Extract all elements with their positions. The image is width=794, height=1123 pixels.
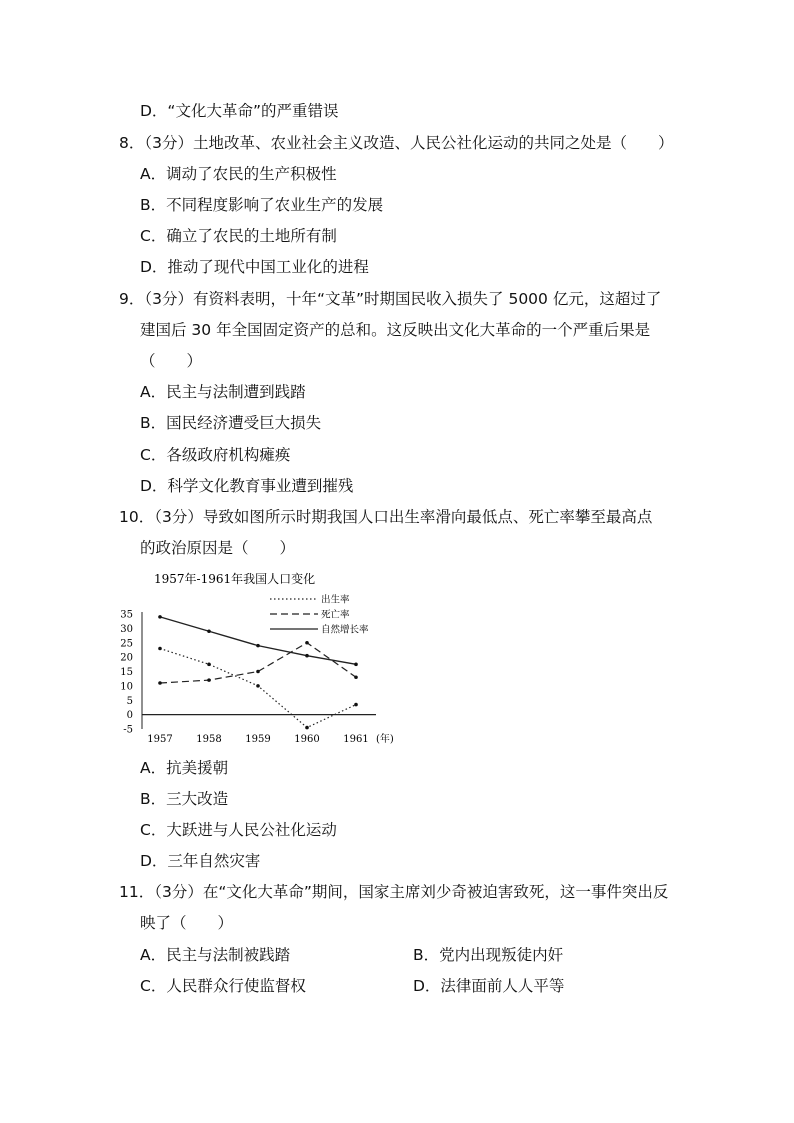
series-line: [160, 643, 356, 683]
q11-stem-line2: 映了（ ）: [140, 914, 234, 932]
data-point: [207, 663, 211, 667]
y-tick-label: 30: [120, 623, 133, 635]
data-point: [354, 663, 358, 667]
q8-option-a: A．调动了农民的生产积极性: [140, 165, 337, 183]
y-tick-label: 0: [126, 710, 133, 722]
y-tick-label: 5: [126, 695, 133, 707]
y-tick-label: 35: [120, 609, 133, 621]
y-tick-label: 25: [120, 638, 133, 650]
x-tick-label: 1960: [294, 734, 320, 745]
data-point: [354, 703, 358, 707]
x-tick-label: 1961: [343, 734, 369, 745]
q11-option-d: D．法律面前人人平等: [413, 977, 565, 995]
data-point: [207, 629, 211, 633]
y-tick-label: -5: [123, 724, 133, 736]
q11-option-a: A．民主与法制被践踏: [140, 946, 291, 964]
q10-stem-line1: 10．（3分）导致如图所示时期我国人口出生率滑向最低点、死亡率攀至最高点: [119, 508, 653, 526]
data-point: [256, 684, 260, 688]
data-point: [256, 670, 260, 674]
chart-title: 1957年-1961年我国人口变化: [154, 572, 316, 586]
legend-label: 出生率: [321, 594, 350, 606]
data-point: [305, 654, 309, 658]
q10-stem-line2: 的政治原因是（ ）: [140, 539, 296, 557]
q8-option-d: D．推动了现代中国工业化的进程: [140, 258, 369, 276]
data-point: [158, 681, 162, 685]
q11-option-b: B．党内出现叛徒内奸: [413, 946, 564, 964]
data-point: [256, 644, 260, 648]
data-point: [158, 615, 162, 619]
chart-legend: [270, 594, 369, 636]
data-point: [207, 678, 211, 682]
x-tick-label: 1959: [245, 734, 271, 745]
q9-stem-line2: 建国后 30 年全国固定资产的总和。这反映出文化大革命的一个严重后果是: [140, 321, 651, 339]
legend-label: 自然增长率: [321, 624, 369, 636]
q11-stem-line1: 11．（3分）在“文化大革命”期间，国家主席刘少奇被迫害致死，这一事件突出反: [119, 883, 669, 901]
data-point: [354, 675, 358, 679]
q10-option-a: A．抗美援朝: [140, 759, 229, 777]
data-point: [158, 647, 162, 651]
q10-option-d: D．三年自然灾害: [140, 852, 261, 870]
y-tick-label: 15: [120, 667, 133, 678]
series-line: [160, 649, 356, 728]
q8-option-c: C．确立了农民的土地所有制: [140, 227, 337, 245]
q9-stem-line3: （ ）: [140, 352, 203, 370]
population-chart: [118, 568, 404, 750]
q9-option-d: D．科学文化教育事业遭到摧残: [140, 477, 354, 495]
q8-option-b: B．不同程度影响了农业生产的发展: [140, 196, 384, 214]
x-tick-label: 1958: [196, 734, 222, 745]
q9-option-b: B．国民经济遭受巨大损失: [140, 414, 322, 432]
data-point: [305, 726, 309, 730]
x-tick-label: 1957: [147, 734, 173, 745]
q8-stem: 8．（3分）土地改革、农业社会主义改造、人民公社化运动的共同之处是（ ）: [119, 134, 674, 152]
q7-option-d: D．“文化大革命”的严重错误: [140, 102, 339, 120]
x-axis-unit: (年): [376, 734, 394, 745]
q9-stem-line1: 9．（3分）有资料表明，十年“文革”时期国民收入损失了 5000 亿元，这超过了: [119, 290, 662, 308]
q11-option-c: C．人民群众行使监督权: [140, 977, 306, 995]
q9-option-c: C．各级政府机构瘫痪: [140, 446, 291, 464]
q9-option-a: A．民主与法制遭到践踏: [140, 383, 306, 401]
legend-label: 死亡率: [321, 609, 350, 621]
q10-option-b: B．三大改造: [140, 790, 229, 808]
q10-option-c: C．大跃进与人民公社化运动: [140, 821, 337, 839]
data-point: [305, 641, 309, 645]
y-tick-label: 10: [120, 681, 133, 693]
y-tick-label: 20: [120, 652, 133, 664]
